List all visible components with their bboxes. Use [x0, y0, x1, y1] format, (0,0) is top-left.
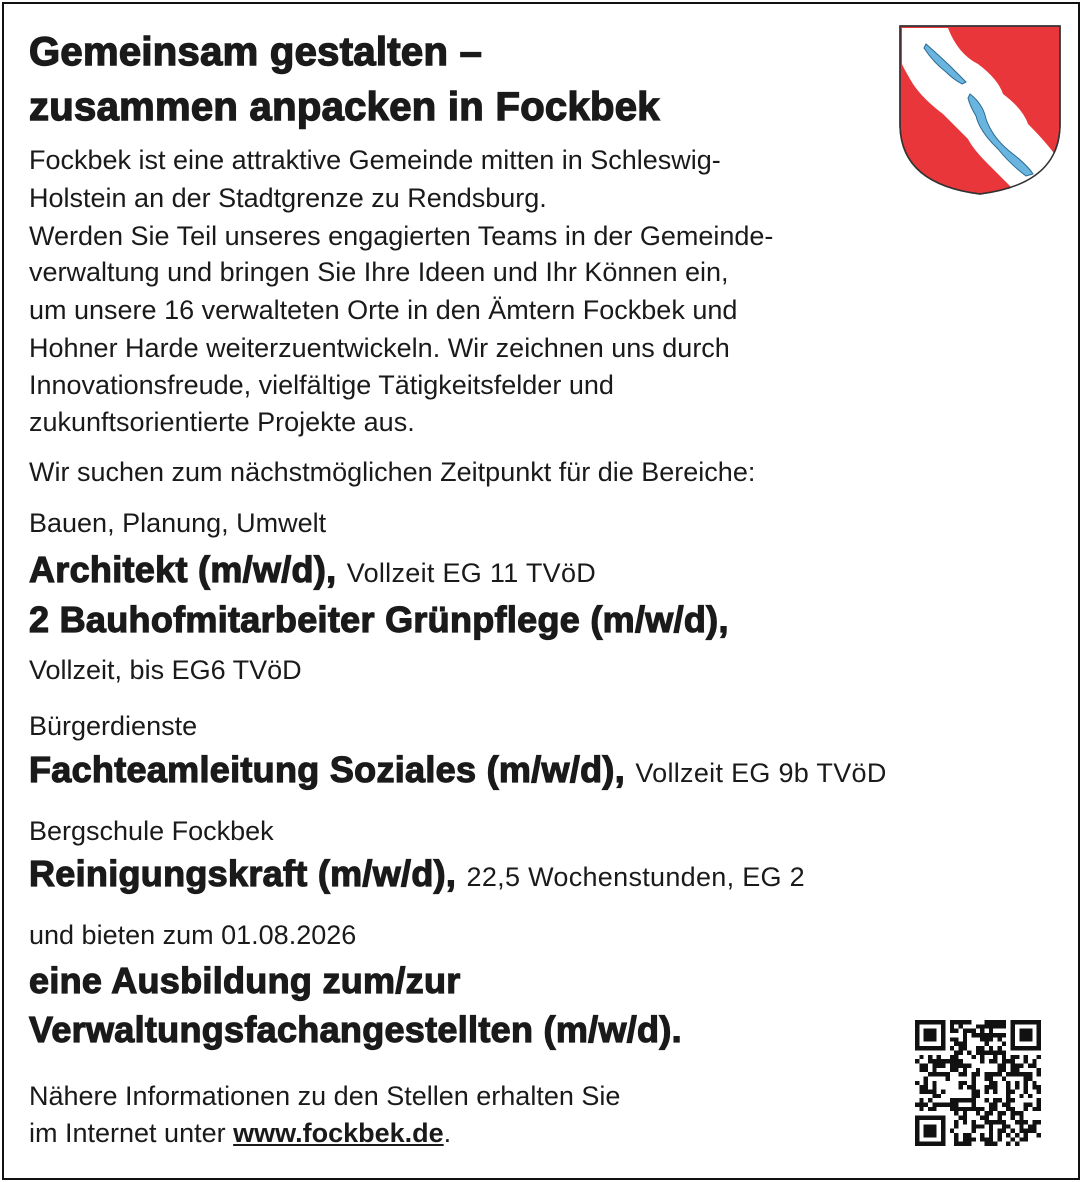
job-title: Reinigungskraft (m/w/d),: [29, 853, 457, 894]
job-terms: Vollzeit EG 11 TVöD: [346, 558, 597, 588]
website-link[interactable]: www.fockbek.de: [233, 1118, 444, 1148]
job-bauhof-terms: Vollzeit, bis EG6 TVöD: [29, 655, 302, 685]
job-architekt: [29, 551, 596, 592]
job-title: Architekt (m/w/d),: [29, 549, 337, 590]
footer-line2: [29, 1114, 451, 1152]
area-label: Bürgerdienste: [29, 711, 198, 741]
job-fachteamleitung: [29, 751, 887, 792]
job-bauhof-title: 2 Bauhofmitarbeiter Grünpflege (m/w/d),: [29, 599, 729, 640]
intro-line: Innovationsfreude, vielfältige Tätigkeitsfelder und: [29, 370, 614, 400]
coat-of-arms-icon: [898, 24, 1062, 196]
area-label: Bergschule Fockbek: [29, 816, 274, 846]
qr-code-icon[interactable]: [914, 1020, 1042, 1146]
intro-line: um unsere 16 verwalteten Orte in den Ämtern Fockbek und: [29, 295, 738, 325]
area-label: Bauen, Planung, Umwelt: [29, 508, 327, 538]
headline-line1: Gemeinsam gestalten –: [29, 30, 483, 74]
job-terms: 22,5 Wochenstunden, EG 2: [466, 862, 805, 892]
intro-line: Fockbek ist eine attraktive Gemeinde mitten in Schleswig-: [29, 145, 721, 175]
intro-line: zukunftsorientierte Projekte aus.: [29, 407, 415, 437]
training-intro: und bieten zum 01.08.2026: [29, 920, 357, 950]
intro-line: Holstein an der Stadtgrenze zu Rendsburg.: [29, 183, 547, 213]
footer-line1: Nähere Informationen zu den Stellen erhalten Sie: [29, 1081, 621, 1111]
intro-line: Werden Sie Teil unseres engagierten Teams in der Gemeinde-: [29, 221, 774, 251]
training-line1: eine Ausbildung zum/zur: [29, 960, 461, 1001]
intro-line: verwaltung und bringen Sie Ihre Ideen und Ihr Können ein,: [29, 257, 729, 287]
headline-line2: zusammen anpacken in Fockbek: [29, 85, 660, 129]
job-reinigungskraft: [29, 855, 805, 896]
footer-suffix: .: [443, 1118, 452, 1148]
job-title: Fachteamleitung Soziales (m/w/d),: [29, 749, 626, 790]
job-terms: Vollzeit EG 9b TVöD: [635, 758, 887, 788]
footer-prefix: im Internet unter: [29, 1118, 234, 1148]
training-line2: Verwaltungsfachangestellten (m/w/d).: [29, 1009, 682, 1050]
search-intro: Wir suchen zum nächstmöglichen Zeitpunkt für die Bereiche:: [29, 457, 756, 487]
intro-line: Hohner Harde weiterzuentwickeln. Wir zeichnen uns durch: [29, 333, 730, 363]
